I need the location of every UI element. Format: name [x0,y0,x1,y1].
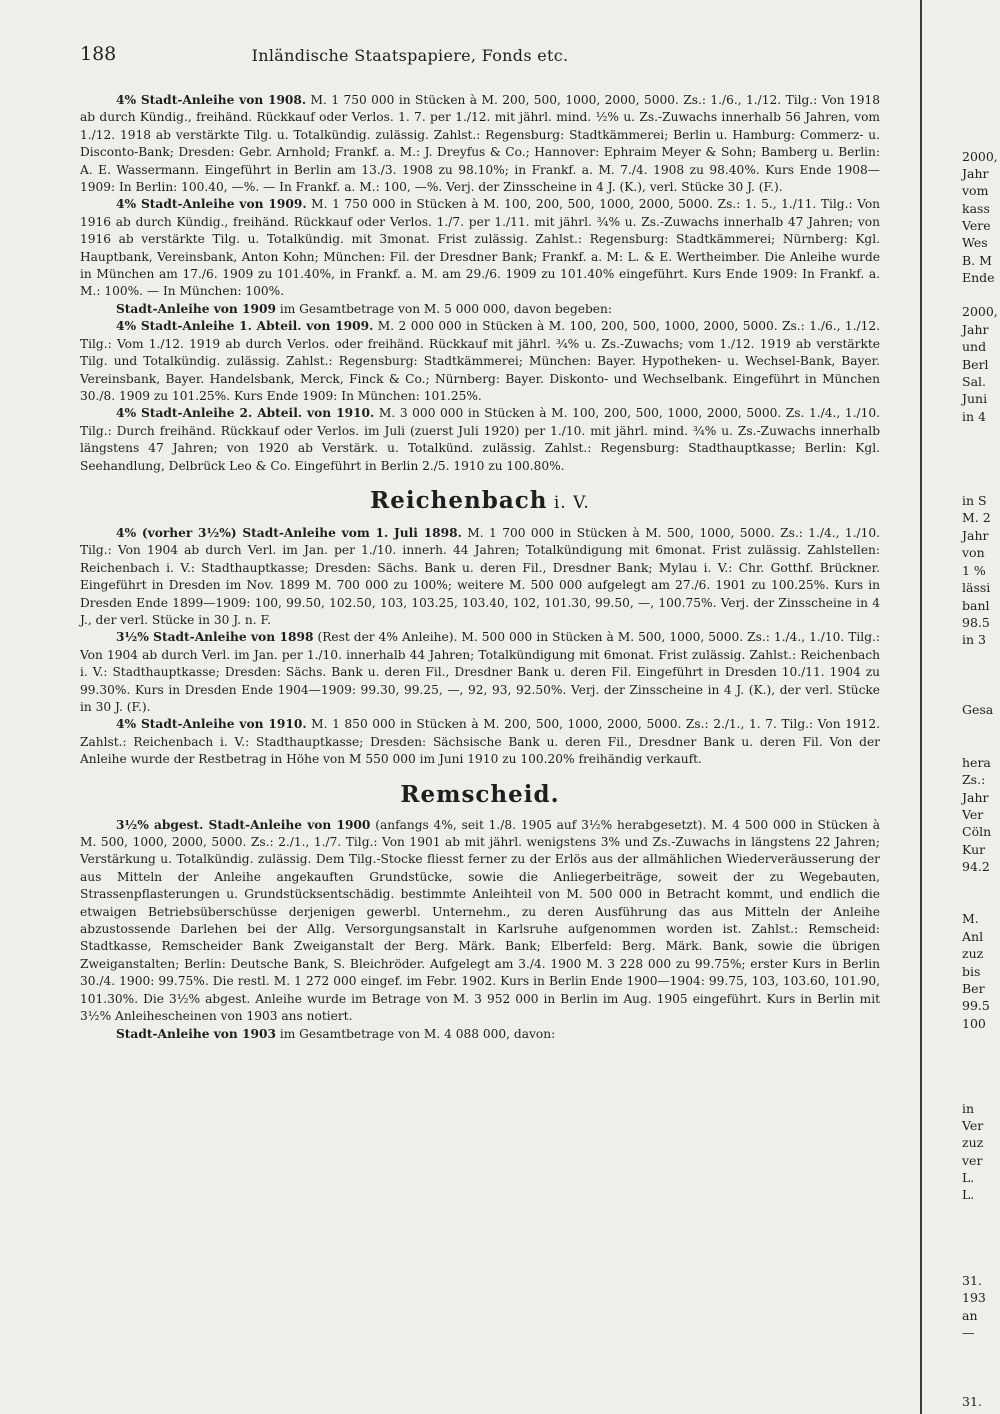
fragment-text: M. 2 [962,510,991,525]
bond-entry [80,817,880,1026]
fragment-text: Ver [962,1118,984,1133]
entry-title: 4% Stadt-Anleihe von 1909. [116,197,307,212]
fragment-text: Jahr [962,322,989,337]
section-heading-remscheid [80,781,880,809]
fragment-text: zuz [962,1135,984,1150]
entry-title: 4% (vorher 3½%) Stadt-Anleihe vom 1. Juli 1898. [116,525,462,540]
entry-text: M. 1 750 000 in Stücken à M. 200, 500, 1000, 2000, 5000. Zs.: 1./6., 1./12. Tilg.: Von 1918 ab durch Kündig., freihänd. Rückkauf oder Verlos. 1. 7. per 1./12. mit jährl. mind. ½% u. Zs.-Zuwachs innerhalb 56 Jahren, vom 1./12. 1918 ab verstärkte Tilg. u. Totalkündig. zulässig. Zahlst.: Regensburg: Stadtkämmerei; Berlin u. Hamburg: Commerz- u. Disconto-Bank; Dresden: Gebr. Arnhold; Frankf. a. M.: J. Dreyfus & Co.; Hannover: Ephraim Meyer & Sohn; Bamberg u. Berlin: A. E. Wassermann. Eingeführt in Berlin am 13./3. 1908 zu 98.10%; in Frankf. a. M. 7./4. 1908 zu 98.40%. Kurs Ende 1908—1909: In Berlin: 100.40, —%. — In Frankf. a. M.: 100, —%. Verj. der Zinsscheine in 4 J. (K.), verl. Stücke 30 J. (F.). [80,93,880,195]
fragment-text: M. [962,911,979,926]
fragment-text: Ver [962,807,984,822]
page-gutter-divider [920,0,922,1414]
section-title: Reichenbach [370,486,548,514]
entry-title: 3½% abgest. Stadt-Anleihe von 1900 [116,817,371,832]
entry-text: (anfangs 4%, seit 1./8. 1905 auf 3½% herabgesetzt). M. 4 500 000 in Stücken à M. 500, 1000, 2000, 5000. Zs.: 2./1., 1./7. Tilg.: Von 1901 ab mit jährl. wenigstens 3% und Zs.-Zuwachs in längstens 22 Jahren; Verstärkung u. Totalkündig. zulässig. Dem Tilg.-Stocke fliesst ferner zu der Erlös aus der allmählichen Wiederveräusserung der aus Mitteln der Anleihe angekauften Grundstücke, sowie die Anliegerbeiträge, soweit der zu Wegebauten, Strassenpflasterungen u. Grundstücksentschädig. bestimmte Anleihteil von M. 500 000 in Betracht kommt, und endlich die etwaigen Betriebsüberschüsse derjenigen gewerbl. Unternehm., zu deren Ausführung das aus Mitteln der Anleihe abzustossende Darlehen bei der Allg. Versorgungsanstalt in Karlsruhe aufgenommen worden ist. Zahlst.: Remscheid: Stadtkasse, Remscheider Bank Zweiganstalt der Berg. Märk. Bank; Elberfeld: Berg. Märk. Bank, sowie die übrigen Zweiganstalten; Berlin: Deutsche Bank, S. Bleichröder. Aufgelegt am 3./4. 1900 M. 3 228 000 zu 99.75%; erster Kurs in Berlin 30./4. 1900: 99.75%. Die restl. M. 1 272 000 eingef. im Febr. 1902. Kurs in Berlin Ende 1900—1904: 99.75, 103, 103.60, 101.90, 101.30%. Die 3½% abgest. Anleihe wurde im Betrage von M. 3 952 000 in Berlin im Aug. 1905 eingeführt. Kurs in Berlin mit 3½% Anleihescheinen von 1903 ans notiert. [80,817,880,1024]
fragment-text: L. [962,1170,975,1185]
adjacent-page-fragments [960,0,1000,1414]
fragment-text: Anl [962,929,984,944]
entry-text: M. 1 850 000 in Stücken à M. 200, 500, 1000, 2000, 5000. Zs.: 2./1., 1. 7. Tilg.: Von 1912. Zahlst.: Reichenbach i. V.: Stadthauptkasse; Dresden: Sächsische Bank u. deren Fil., Dresdner Bank u. deren Fil. Von der Anleihe wurde der Restbetrag in Höhe von M 550 000 im Juni 1910 zu 100.20% freihändig verkauft. [80,717,881,767]
entry-text: M. 1 700 000 in Stücken à M. 500, 1000, 5000. Zs.: 1./4., 1./10. Tilg.: Von 1904 ab durch Verl. im Jan. per 1./10. innerh. 44 Jahren; Totalkündigung mit 6monat. Frist zulässig. Zahlstellen: Reichenbach i. V.: Stadthauptkasse; Dresden: Sächs. Bank u. deren Fil., Dresdner Bank; Mylau i. V.: Chr. Gotthf. Brückner. Eingeführt in Dresden im Nov. 1899 M. 700 000 zu 100%; weitere M. 500 000 aufgelegt am 27./6. 1901 zu 100.25%. Kurs in Dresden Ende 1899—1909: 100, 99.50, 102.50, 103, 103.25, 103.40, 102, 101.30, 99.50, —, 100.75%. Verj. der Zinsscheine in 4 J., der verl. Stücke in 30 J. n. F. [80,525,880,627]
entry-text: M. 1 750 000 in Stücken à M. 100, 200, 500, 1000, 2000, 5000. Zs.: 1. 5., 1./11. Tilg.: Von 1916 ab durch Kündig., freihänd. Rückkauf oder Verlos. 1./7. per 1./11. mit jährl. ¾% u. Zs.-Zuwachs innerhalb 47 Jahren; von 1916 ab verstärkte Tilg. u. Totalkündig. mit 3monat. Frist zulässig. Zahlst.: Regensburg: Stadtkämmerei; Nürnberg: Kgl. Hauptbank, Vereinsbank, Anton Kohn; München: Fil. der Dresdner Bank; Frankf. a. M: L. & E. Wertheimber. Die Anleihe wurde in München am 17./6. 1909 zu 101.40%, in Frankf. a. M. am 29./6. 1909 zu 101.40% eingeführt. Kurs Ende 1909: In Frankf. a. M.: 100%. — In München: 100%. [80,197,881,299]
fragment-text: Gesa [962,702,994,717]
entries-group-1 [80,92,880,475]
entry-title: 4% Stadt-Anleihe 1. Abteil. von 1909. [116,319,374,334]
fragment-text: Cöln [962,824,992,839]
fragment-text: 193 [962,1290,986,1305]
entry-text: im Gesamtbetrage von M. 4 088 000, davon: [275,1026,556,1041]
entry-text: M. 3 000 000 in Stücken à M. 100, 200, 500, 1000, 2000, 5000. Zs. 1./4., 1./10. Tilg.: Durch freihänd. Rückkauf oder Verlos. im Juli (zuerst Juli 1920) per 1./10. mit jährl. mind. ¾% u. Zs.-Zuwachs innerhalb längstens 47 Jahren; von 1920 ab Verstärk. u. Totalkünd. zulässig. Zahlst.: Regensburg: Stadthauptkasse; Berlin: Kgl. Seehandlung, Delbrück Leo & Co. Eingeführt in Berlin 2./5. 1910 zu 100.80%. [80,406,880,473]
bond-entry [80,318,880,405]
fragment-text: L. [962,1187,975,1202]
fragment-text: an [962,1308,978,1323]
fragment-text: lässi [962,580,991,595]
fragment-text: bis [962,964,981,979]
fragment-text: zuz [962,946,984,961]
fragment-text: ver [962,1153,983,1168]
fragment-text: Kur [962,842,986,857]
fragment-text: in 3 [962,632,986,647]
fragment-text: hera [962,755,991,770]
fragment-text: 1 % [962,563,986,578]
entry-title: Stadt-Anleihe von 1909 [116,301,276,316]
fragment-text: 94.2 [962,859,990,874]
bond-entry [80,716,880,768]
fragment-text: 99.5 [962,998,990,1013]
bond-entry [80,1026,880,1043]
section-title: Remscheid. [400,780,560,808]
fragment-text: vom [962,183,989,198]
fragment-text: Juni [962,391,988,406]
fragment-text: in [962,1101,975,1116]
entry-text: im Gesamtbetrage von M. 5 000 000, davon begeben: [275,301,612,316]
fragment-text: Jahr [962,166,989,181]
fragment-text: B. M [962,253,992,268]
fragment-text: 31. [962,1273,982,1288]
section-title-suffix: i. V. [547,492,590,513]
bond-entry [80,629,880,716]
entry-title: 4% Stadt-Anleihe 2. Abteil. von 1910. [116,406,375,421]
fragment-text: 2000, [962,304,998,319]
entry-text: M. 2 000 000 in Stücken à M. 100, 200, 500, 1000, 2000, 5000. Zs.: 1./6., 1./12. Tilg.: Vom 1./12. 1919 ab durch Verlos. oder freihänd. Rückkauf mit jährl. ¾% u. Zs.-Zuwachs; vom 1./12. 1919 ab verstärkte Tilg. und Totalkündig. zulässig. Zahlst.: Regensburg: Stadtkämmerei; München: Bayer. Hypotheken- u. Wechsel-Bank, Bayer. Vereinsbank, Bayer. Handelsbank, Merck, Finck & Co.; Nürnberg: Bayer. Diskonto- und Wechselbank. Eingeführt in München 30./8. 1909 zu 101.25%. Kurs Ende 1909: In München: 101.25%. [80,319,880,403]
fragment-text: in S [962,493,987,508]
fragment-text: Jahr [962,528,989,543]
fragment-text: 31. [962,1394,982,1409]
main-column [80,92,880,1043]
fragment-text: 100 [962,1016,986,1031]
bond-entry [80,301,880,318]
entries-group-2 [80,525,880,769]
fragment-text: — [962,1325,975,1340]
bond-entry [80,525,880,629]
fragment-text: Jahr [962,790,989,805]
fragment-text: Berl [962,357,989,372]
section-heading-reichenbach [80,487,880,517]
fragment-text: von [962,545,985,560]
entry-title: 3½% Stadt-Anleihe von 1898 [116,630,314,645]
entry-title: Stadt-Anleihe von 1903 [116,1026,276,1041]
entry-title: 4% Stadt-Anleihe von 1910. [116,717,307,732]
entry-text: (Rest der 4% Anleihe). M. 500 000 in Stücken à M. 500, 1000, 5000. Zs.: 1./4., 1./10. Tilg.: Von 1904 ab durch Verl. im Jan. per 1./10. innerhalb 44 Jahren; Totalkündigung mit 6monat. Frist zulässig. Zahlst.: Reichenbach i. V.: Stadthauptkasse; Dresden: Sächs. Bank u. deren Fil., Dresdner Bank u. deren Fil. Eingeführt in Dresden 10./11. 1904 zu 99.30%. Kurs in Dresden Ende 1904—1909: 99.30, 99.25, —, 92, 93, 92.50%. Verj. der Zinsscheine in 4 J. (K.), der verl. Stücke in 30 J. (F.). [80,630,880,714]
fragment-text: Ende [962,270,995,285]
fragment-text: Zs.: [962,772,986,787]
bond-entry [80,405,880,475]
fragment-text: und [962,339,987,354]
running-title: Inländische Staatspapiere, Fonds etc. [251,46,569,65]
fragment-text: Sal. [962,374,986,389]
entry-title: 4% Stadt-Anleihe von 1908. [116,93,307,107]
fragment-text: 2000, [962,149,998,164]
fragment-text: 98.5 [962,615,990,630]
fragment-text: in 4 [962,409,986,424]
page-number: 188 [80,43,117,65]
fragment-text: Wes [962,235,988,250]
bond-entry [80,92,880,196]
fragment-text: Ber [962,981,985,996]
entries-group-3 [80,817,880,1043]
fragment-text: banl [962,598,990,613]
fragment-text: kass [962,201,990,216]
bond-entry [80,196,880,300]
fragment-text: Vere [962,218,991,233]
